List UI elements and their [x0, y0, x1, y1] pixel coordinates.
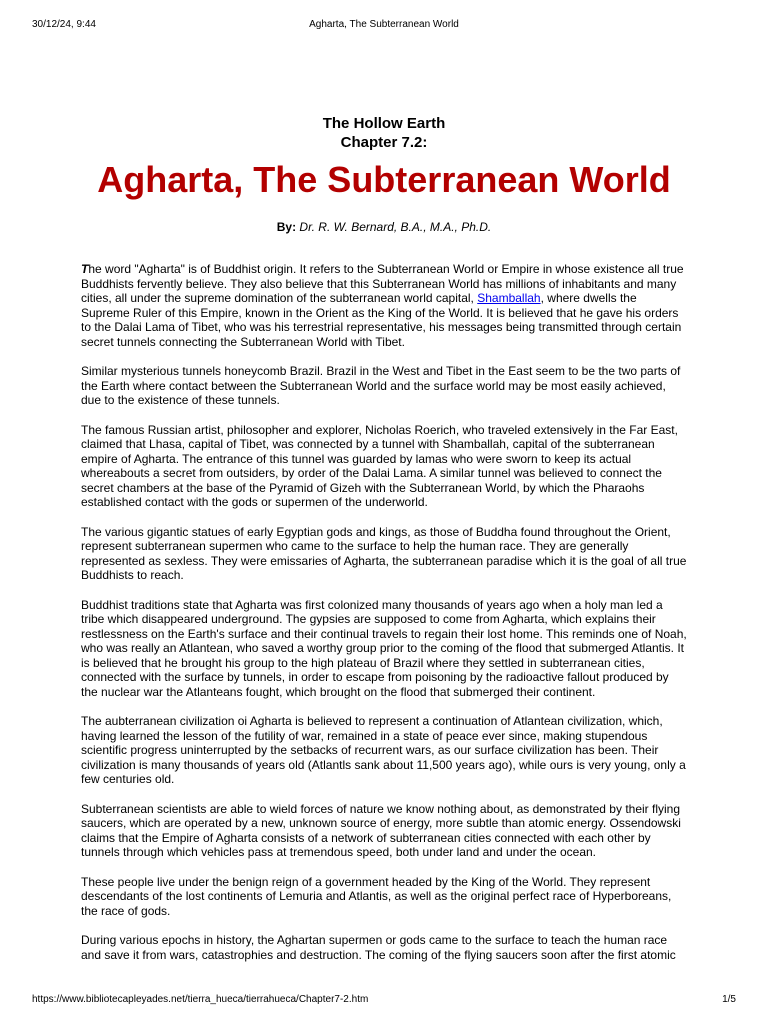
paragraph-1-text-a: he word "Agharta" is of Buddhist origin. It refers to the Subterranean World or Empire in whose existence all true Buddhists fervently believe. They also believe that this Subterranean World has millions of inhabitants and many cities, all under the supreme domination of the subterranean world capital, [81, 262, 684, 305]
paragraph-8: These people live under the benign reign of a government headed by the King of the World. They represent descendants of the lost continents of Lemuria and Atlantis, as well as the original perfect race of Hyperboreans, the race of gods. [81, 874, 672, 918]
byline [81, 219, 687, 235]
paragraph-6: The aubterranean civilization oi Agharta is believed to represent a continuation of Atlantean civilization, which, having learned the lesson of the futility of war, remained in a state of peace ever since, making stupendous scientific progress uninterrupted by the setbacks of recurrent wars, as our surface civilization has been. Their civilization is many thousands of years old (Atlantls sank about 11,500 years ago), while ours is very young, only a few centuries old. [81, 714, 686, 786]
print-datetime: 30/12/24, 9:44 [32, 19, 96, 30]
byline-label: By: [276, 220, 297, 234]
paragraph-7: Subterranean scientists are able to wield forces of nature we know nothing about, as demonstrated by their flying saucers, which are operated by a new, unknown source of energy, more subtle than atomic energy. Ossendowski claims that the Empire of Agharta consists of a network of subterranean cities connected with each other by tunnels through which vehicles pass at tremendous speed, both under land and under the ocean. [81, 801, 681, 859]
chapter-label: Chapter 7.2: [340, 134, 428, 151]
book-title: The Hollow Earth [322, 115, 446, 132]
paragraph-4: The various gigantic statues of early Egyptian gods and kings, as those of Buddha found throughout the Orient, represent subterranean supermen who came to the surface to help the human race. They are generally represented as sexless. They were emissaries of Agharta, the subterranean paradise which it is the goal of all true Buddhists to reach. [81, 524, 687, 582]
author-name: Dr. R. W. Bernard, B.A., M.A., Ph.D. [299, 220, 492, 234]
page-content [81, 114, 687, 977]
article-title: Agharta, The Subterranean World [97, 159, 671, 200]
paragraph-1-text-b: , where dwells the Supreme Ruler of this Empire, known in the Orient as the King of the World. It is believed that he gave his orders to the Dalai Lama of Tibet, who was his terrestrial representative, his messages being transmitted through certain secret tunnels connecting the Subterranean World with Tibet. [81, 291, 682, 349]
print-url: https://www.bibliotecapleyades.net/tierra_hueca/tierrahueca/Chapter7-2.htm [32, 994, 369, 1005]
paragraph-3: The famous Russian artist, philosopher and explorer, Nicholas Roerich, who traveled extensively in the Far East, claimed that Lhasa, capital of Tibet, was connected by a tunnel with Shamballah, capital of the subterranean empire of Agharta. The entrance of this tunnel was guarded by lamas who were sworn to keep its actual whereabouts a secret from outsiders, by order of the Dalai Lama. A similar tunnel was believed to connect the secret chambers at the base of the Pyramid of Gizeh with the Subterranean World, by which the Pharaohs established contact with the gods or supermen of the underworld. [81, 422, 678, 509]
print-page-title: Agharta, The Subterranean World [309, 19, 459, 30]
paragraph-9: During various epochs in history, the Aghartan supermen or gods came to the surface to teach the human race and save it from wars, catastrophies and destruction. The coming of the flying saucers soon after the first atomic [81, 933, 676, 962]
shamballah-link[interactable]: Shamballah [477, 291, 541, 305]
page-number: 1/5 [722, 994, 736, 1005]
paragraph-2: Similar mysterious tunnels honeycomb Brazil. Brazil in the West and Tibet in the East seem to be the two parts of the Earth where contact between the Subterranean World and the surface world may be most easily achieved, due to the existence of these tunnels. [81, 364, 681, 407]
paragraph-5: Buddhist traditions state that Agharta was first colonized many thousands of years ago when a holy man led a tribe which disappeared underground. The gypsies are supposed to come from Agharta, which explains their restlessness on the Earth's surface and their continual travels to regain their lost home. This reminds one of Noah, who was really an Atlantean, who saved a worthy group prior to the coming of the flood that submerged Atlantis. It is believed that he brought his group to the high plateau of Brazil where they settled in subterranean cities, connected with the surface by tunnels, in order to escape from poisoning by the radioactive fallout produced by the nuclear war the Atlanteans fought, which brought on the flood that submerged their continent. [81, 597, 687, 699]
paragraph-1 [81, 262, 687, 349]
article-body [81, 262, 687, 962]
drop-cap: T [81, 262, 89, 276]
